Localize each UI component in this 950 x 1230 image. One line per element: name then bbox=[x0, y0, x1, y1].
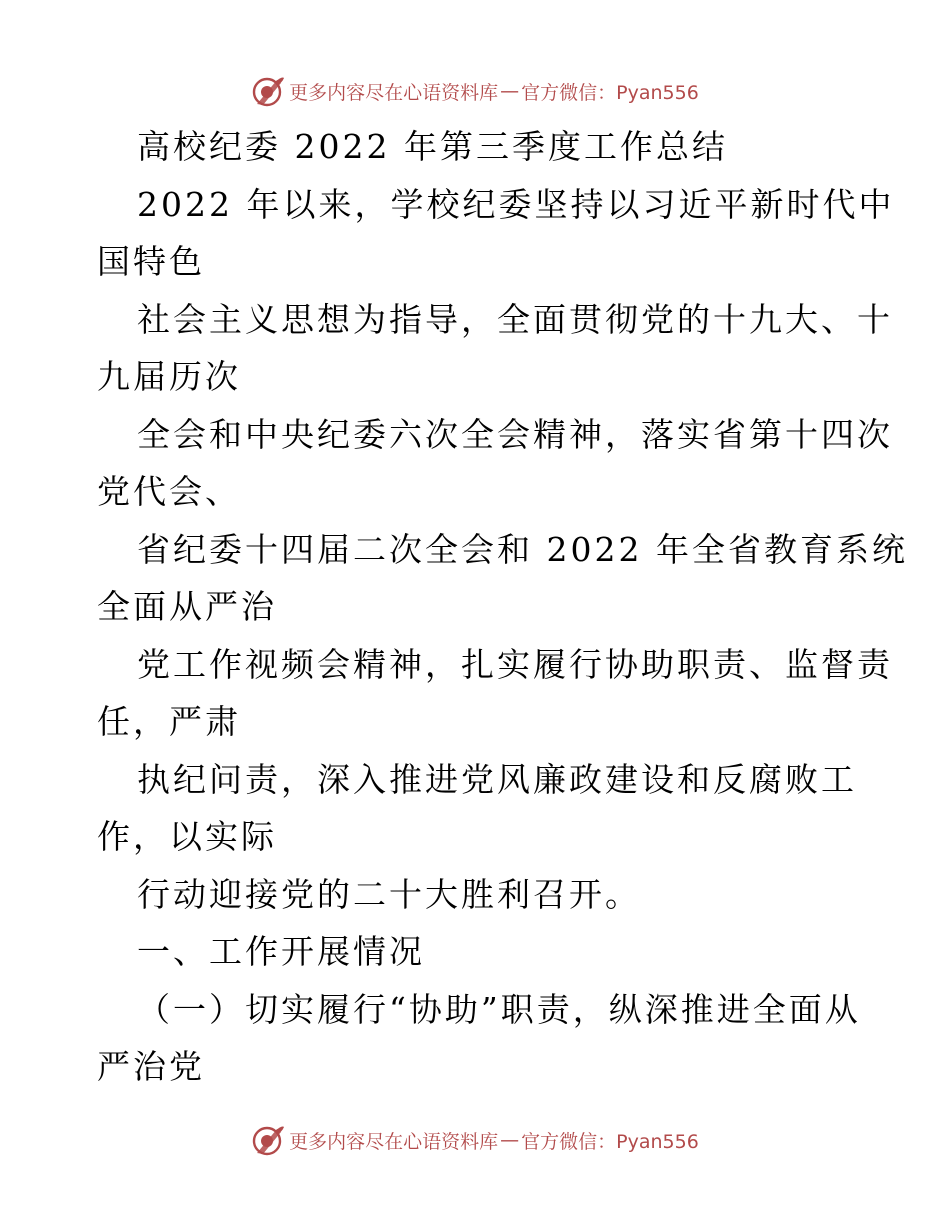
paragraph-line: 作，以实际 bbox=[97, 817, 277, 856]
paragraph-line: 全会和中央纪委六次全会精神，落实省第十四次 bbox=[137, 414, 893, 454]
footer-watermark-banner bbox=[0, 1120, 950, 1160]
paragraph-line: 党代会、 bbox=[97, 472, 241, 511]
red-quill-seal-icon bbox=[251, 74, 285, 108]
subsection-heading: （一）切实履行“协助”职责，纵深推进全面从 bbox=[137, 989, 861, 1029]
paragraph-line: 党工作视频会精神，扎实履行协助职责、监督责 bbox=[137, 644, 893, 684]
paragraph-line: 省纪委十四届二次全会和 2022 年全省教育系统 bbox=[137, 529, 908, 569]
banner-text: 更多内容尽在心语资料库 bbox=[289, 81, 499, 104]
banner-separator: — bbox=[500, 1129, 520, 1151]
subsection-heading-continued: 严治党 bbox=[97, 1047, 205, 1086]
paragraph-line: 全面从严治 bbox=[97, 587, 277, 626]
header-watermark-banner bbox=[0, 71, 950, 111]
banner-wechat: 官方微信：Pyan556 bbox=[521, 1130, 699, 1153]
paragraph-line: 行动迎接党的二十大胜利召开。 bbox=[137, 874, 641, 914]
document-body bbox=[97, 118, 908, 1096]
paragraph-line: 社会主义思想为指导，全面贯彻党的十九大、十 bbox=[137, 299, 893, 339]
paragraph-line: 任，严肃 bbox=[97, 702, 241, 741]
paragraph-line: 执纪问责，深入推进党风廉政建设和反腐败工 bbox=[137, 759, 857, 799]
paragraph-line: 2022 年以来，学校纪委坚持以习近平新时代中 bbox=[137, 184, 895, 224]
banner-wechat: 官方微信：Pyan556 bbox=[521, 81, 699, 104]
document-title: 高校纪委 2022 年第三季度工作总结 bbox=[137, 127, 728, 166]
paragraph-line: 九届历次 bbox=[97, 357, 241, 396]
banner-separator: — bbox=[500, 80, 520, 102]
paragraph-line: 国特色 bbox=[97, 242, 205, 281]
banner-text: 更多内容尽在心语资料库 bbox=[289, 1130, 499, 1153]
red-quill-seal-icon bbox=[251, 1123, 285, 1157]
section-heading: 一、工作开展情况 bbox=[137, 932, 425, 971]
